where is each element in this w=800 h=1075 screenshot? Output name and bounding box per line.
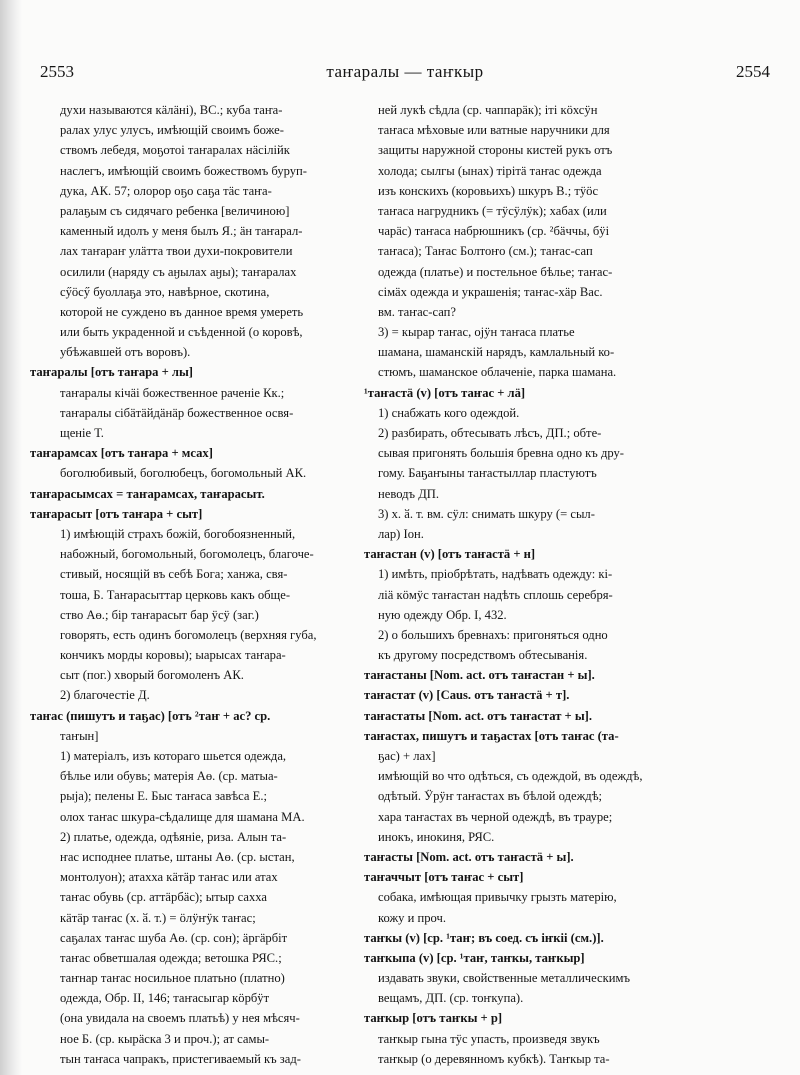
entry-text-line: 3) = кырар таҥас, ојӱн таҥаса платье [378, 325, 575, 340]
entry-text-line: 2) благочестіе Д. [60, 688, 150, 703]
page-header [40, 62, 770, 86]
entry-text-line: олох таҥас шкура-сѣдалище для шамана МА. [60, 809, 305, 824]
entry-text-line: ную одежду Обр. I, 432. [378, 607, 507, 622]
entry-text-line: щеніе Т. [60, 426, 104, 440]
entry-text-line: 1) снабжать кого одеждой. [378, 405, 520, 420]
entry-text-line: лар) Іон. [378, 526, 424, 541]
entry-text-line: 1) матеріалъ, изъ котораго шьется одежда, [60, 749, 287, 763]
entry-text-line: чарӓс) таҥаса набрюшникъ (ср. ²бӓччы, бӱі [378, 224, 610, 239]
entry-headword-line: таҥкы (v) [ср. ¹таҥ; въ соед. съ іҥкіі (см.)]. [364, 930, 604, 945]
entry-text-line: ствомъ лебедя, моҕотоі таҥаралах нӓсілійк [60, 143, 290, 158]
entry-text-line: наслегъ, имѣющій своимъ божествомъ буруп- [60, 163, 307, 178]
entry-headword-line: таҥарасыт [отъ таҥара + сыт] [30, 506, 203, 521]
entry-text-line: таҥаралы кічӓі божественное раченіе Кк.; [60, 385, 285, 400]
entry-text-line: лах таҥараҥ улӓтта твои духи-покровители [60, 244, 293, 259]
entry-text-line: хара таҥастах въ черной одеждѣ, въ трауре; [378, 809, 613, 824]
entry-headword-line: таҥкыпа (v) [ср. ¹таҥ, таҥкы, таҥкыр] [364, 950, 585, 965]
entry-text-line: говорять, есть одинъ богомолецъ (верхняя губа, [60, 627, 317, 642]
entry-text-line: вм. таҥас-сап? [378, 304, 456, 319]
entry-text-line: ралах улус улусъ, имѣющій своимъ боже- [60, 123, 284, 138]
entry-text-line: одежда (платье) и постельное бѣлье; таҥас- [378, 264, 613, 279]
entry-text-line: таҥнар таҥас носильное платьно (платно) [60, 971, 285, 986]
entry-headword-line: таҥастаты [Nom. act. отъ таҥастат + ы]. [364, 708, 593, 723]
scan-margin-shadow [0, 0, 22, 1075]
entry-text-line: сывая пригонять большія бревна одно къ дру- [378, 446, 624, 461]
entry-text-line: одежда, Обр. II, 146; таҥасыгар кӧрбӱт [60, 991, 270, 1006]
entry-text-line: кожу и проч. [378, 910, 446, 925]
entry-text-line: собака, имѣющая привычку грызть матерію, [378, 890, 617, 905]
entry-text-line: саҕалах таҥас шуба Аө. (ср. сон); ӓргӓрбіт [60, 930, 288, 945]
entry-text-line: неводъ ДП. [378, 486, 440, 501]
entry-text-line: таҥаса мѣховые или ватные наручники для [378, 123, 610, 138]
entry-text-line: набожный, богомольный, богомолецъ, благоче- [60, 547, 314, 562]
entry-text-line: ліӓ кӧмӱс таҥастан надѣть сплошь серебря- [378, 587, 613, 602]
entry-text-line: ней лукѣ сѣдла (ср. чаппарӓк); іті кӧхсӱн [378, 103, 598, 117]
right-column [364, 100, 770, 1069]
entry-headword-line: ¹таҥастӓ (v) [отъ таҥас + лӓ] [364, 385, 526, 400]
entry-text-line: боголюбивый, боголюбецъ, богомольный АК. [60, 466, 307, 481]
entry-headword-line: таҥас (пишутъ и таҕас) [отъ ²таҥ + ас? ср. [30, 708, 271, 723]
entry-text-line: таҥас обветшалая одежда; ветошка РЯС.; [60, 950, 282, 965]
entry-text-line: ство Аө.; бір таҥарасыт бар ӱсӱ (заг.) [60, 607, 259, 622]
entry-headword-line: таҥкыр [отъ таҥкы + р] [364, 1011, 503, 1026]
page-number-left: 2553 [40, 62, 74, 81]
entry-text-line: таҥас обувь (ср. аттӓрбӓс); ытыр сахха [60, 890, 267, 905]
entry-headword-line: таҥаралы [отъ таҥара + лы] [30, 365, 193, 380]
entry-text-line: холода; сылгы (ынах) тірітӓ таҥас одежда [378, 163, 602, 178]
entry-text-line: 1) имѣть, пріобрѣтать, надѣвать одежду: кі- [378, 567, 613, 582]
entry-headword-line: таҥарамсах [отъ таҥара + мсах] [30, 446, 213, 461]
entry-text-line: издавать звуки, свойственные металлическимъ [378, 971, 630, 986]
entry-text-line: ҥас исподнее платье, штаны Аө. (ср. ыстан, [60, 849, 295, 864]
entry-text-line: стюмъ, шаманское облаченіе, парка шамана. [378, 365, 617, 380]
entry-text-line: дука, АК. 57; олорор оҕо саҕа тӓс таҥа- [60, 183, 272, 198]
entry-text-line: таҥкыр гына тӱс упасть, произведя звукъ [378, 1031, 600, 1046]
entry-text-line: таҥаса нагрудникъ (= тӱсӱлӱк); хабах (или [378, 203, 607, 218]
entry-text-line: тоша, Б. Таҥарасыттар церковь какъ обще- [60, 587, 291, 602]
entry-text-line: таҥаса); Таҥас Болтоҥо (см.); таҥас-сап [378, 244, 593, 259]
entry-headword-line: таҥастат (v) [Caus. отъ таҥастӓ + т]. [364, 688, 570, 703]
entry-text-line: каменный идолъ у меня былъ Я.; ӓн таҥарал- [60, 224, 303, 239]
running-head: таҥаралы — таҥкыр [326, 62, 484, 81]
entry-text-line: таҥын] [60, 728, 99, 743]
entry-text-line: таҥаралы сібӓтӓйдӓнӓр божественное освя- [60, 405, 294, 420]
entry-text-line: сӳӧсӳ буоллаҕа это, навѣрное, скотина, [60, 284, 270, 299]
entry-text-line: (она увидала на своемъ платьѣ) у нея мѣсяч- [60, 1011, 300, 1026]
entry-text-line: стивый, носящій въ себѣ Бога; ханжа, свя- [60, 567, 288, 582]
entry-text-line: гому. Баҕаҥыны таҥастыллар пластуютъ [378, 466, 597, 481]
entry-text-line: инокъ, инокиня, РЯС. [378, 829, 495, 844]
entry-headword-line: таҥастах, пишутъ и таҕастах [отъ таҥас (та- [364, 728, 619, 743]
entry-text-line: 2) о большихъ бревнахъ: пригоняться одно [378, 627, 608, 642]
entry-headword-line: таҥасты [Nom. act. отъ таҥастӓ + ы]. [364, 849, 574, 864]
entry-text-line: тын таҥаса чапракъ, пристегиваемый къ зад- [60, 1051, 301, 1066]
entry-headword-line: таҥастаны [Nom. act. отъ таҥастан + ы]. [364, 668, 595, 683]
entry-text-line: защиты наружной стороны кистей рукъ отъ [378, 143, 613, 158]
entry-text-line: 3) х. ӑ. т. вм. сӱл: снимать шкуру (= сыл- [378, 506, 595, 521]
entry-text-line: ралаҕым съ сидячаго ребенка [величиною] [60, 203, 290, 218]
entry-text-line: которой не суждено въ данное время умереть [60, 304, 304, 319]
entry-text-line: бѣлье или обувь; матерія Аө. (ср. матыа- [60, 769, 278, 784]
entry-text-line: одѣтый. Ӱрӱҥ таҥастах въ бѣлой одеждѣ; [378, 789, 603, 804]
entry-text-line: сыт (пог.) хворый богомоленъ АК. [60, 668, 244, 683]
entry-text-line: имѣющій во что одѣться, съ одеждой, въ одеждѣ, [378, 769, 643, 784]
left-column [30, 100, 380, 1069]
entry-headword-line: таҥаччыт [отъ таҥас + сыт] [364, 870, 524, 885]
entry-text-line: таҥкыр (о деревянномъ кубкѣ). Таҥкыр та- [378, 1051, 610, 1066]
entry-text-line: рыја); пелены Е. Быс таҥаса завѣса Е.; [60, 789, 267, 804]
entry-text-line: вещамъ, ДП. (ср. тоҥкупа). [378, 991, 524, 1006]
entry-text-line: кӓтӓр таҥас (х. ӑ. т.) = ӧлӱҥӱк таҥас; [60, 910, 256, 925]
page-number-right: 2554 [736, 62, 770, 81]
entry-text-line: убѣжавшей отъ воровъ). [60, 345, 191, 360]
entry-text-line: сімӓх одежда и украшенія; таҥас-хӓр Вас. [378, 284, 603, 299]
entry-text-line: духи называются кӓлӓні), ВС.; куба таҥа- [60, 103, 283, 117]
entry-text-line: осилили (наряду съ аӈылах аӈы); таҥаралах [60, 264, 297, 279]
entry-text-line: 2) платье, одежда, одѣяніе, риза. Алын та- [60, 829, 287, 844]
entry-text-line: 2) разбирать, обтесывать лѣсъ, ДП.; обте- [378, 426, 602, 440]
entry-text-line: монтолуон); атахха кӓтӓр таҥас или атах [60, 870, 278, 885]
entry-headword-line: таҥарасымсах = таҥарамсах, таҥарасыт. [30, 486, 265, 501]
entry-text-line: кончикъ морды коровы); ыарысах таҥара- [60, 648, 286, 663]
entry-text-line: изъ конскихъ (коровьихъ) шкуръ В.; тӱӧс [378, 183, 599, 198]
entry-headword-line: таҥастан (v) [отъ таҥастӓ + н] [364, 547, 536, 562]
entry-text-line: ное Б. (ср. кырӓска 3 и проч.); ат самы- [60, 1031, 270, 1046]
entry-text-line: ҕас) + лах] [378, 749, 436, 763]
entry-text-line: 1) имѣющій страхъ божій, богобоязненный, [60, 526, 296, 541]
entry-text-line: къ другому посредствомъ обтесыванія. [378, 648, 588, 663]
entry-text-line: или быть украденной и съѣденной (о коровѣ, [60, 325, 303, 340]
entry-text-line: шамана, шаманскій нарядъ, камлальный ко- [378, 345, 615, 360]
